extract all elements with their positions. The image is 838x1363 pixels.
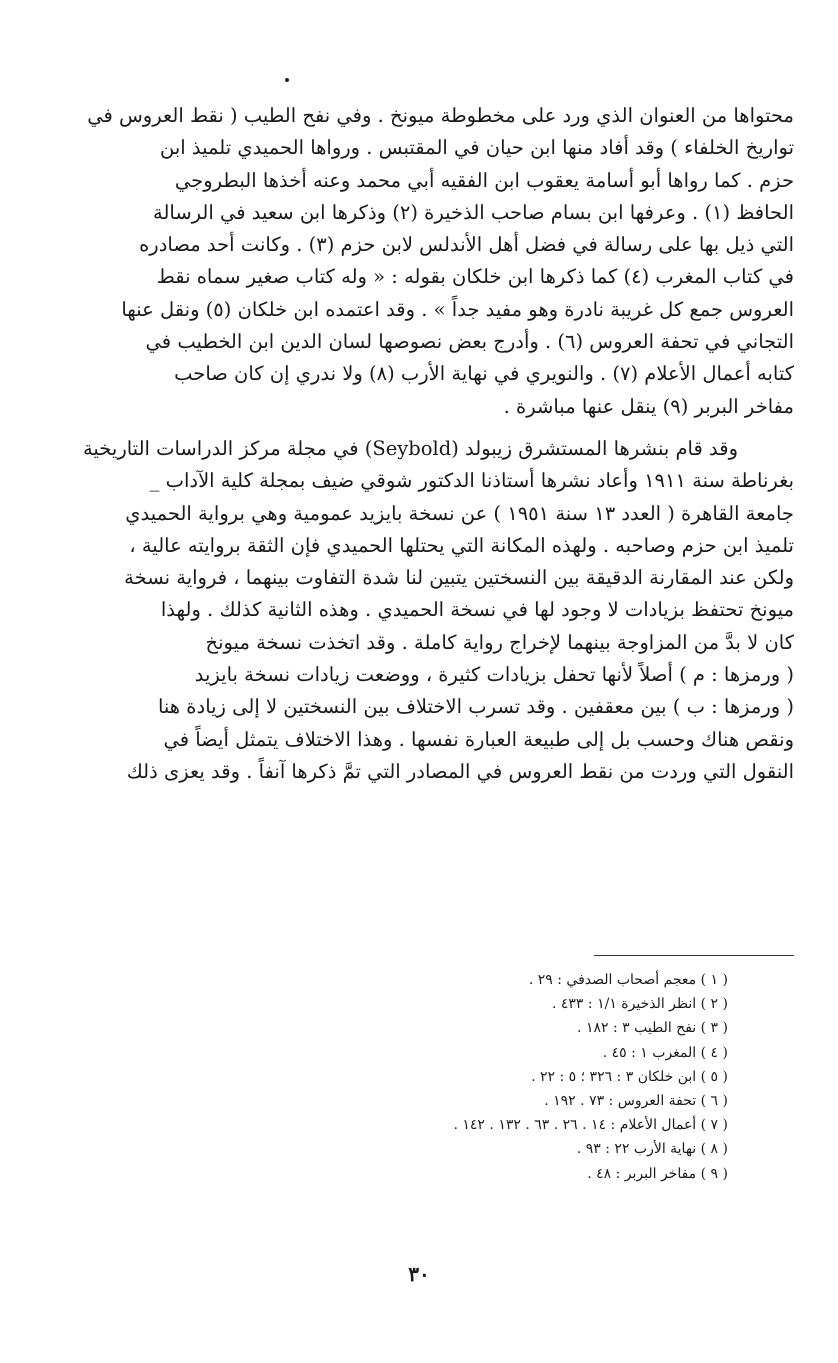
text-line: كتابه أعمال الأعلام (٧) . والنويري في نهاية الأرب (٨) ولا ندري إن كان صاحب: [174, 362, 794, 386]
text-line: التجاني في تحفة العروس (٦) . وأدرج بعض نصوصها لسان الدين ابن الخطيب في: [145, 330, 794, 354]
text-line: في كتاب المغرب (٤) كما ذكرها ابن خلكان بقوله : « وله كتاب صغير سماه نقط: [156, 265, 794, 289]
text-line: ( ورمزها : ب ) بين معقفين . وقد تسرب الاختلاف بين النسختين لا إلى زيادة هنا: [157, 695, 794, 719]
footnote-divider: [594, 955, 794, 956]
text-line: كان لا بدَّ من المزاوجة بينهما لإخراج رواية كاملة . وقد اتخذت نسخة ميونخ: [205, 630, 794, 654]
ink-speck: [285, 78, 289, 82]
text-line: وقد قام بنشرها المستشرق زيبولد (Seybold) في مجلة مركز الدراسات التاريخية: [82, 436, 738, 460]
text-line: ( ورمزها : م ) أصلاً لأنها تحفل بزيادات كثيرة ، ووضعت زيادات نسخة بايزيد: [194, 663, 794, 687]
footnote-6: ( ٦ ) تحفة العروس : ٧٣ . ١٩٢ .: [544, 1093, 728, 1110]
text-line: العروس جمع كل غريبة نادرة وهو مفيد جداً » . وقد اعتمده ابن خلكان (٥) ونقل عنها: [121, 297, 794, 321]
footnote-5: ( ٥ ) ابن خلكان ٣ : ٣٢٦ ؛ ٥ : ٢٢ .: [531, 1068, 728, 1085]
footnote-1: ( ١ ) معجم أصحاب الصدفي : ٢٩ .: [528, 972, 728, 988]
text-line: ميونخ تحتفظ بزيادات لا وجود لها في نسخة الحميدي . وهذه الثانية كذلك . ولهذا: [160, 598, 794, 622]
paragraph-2: [44, 433, 794, 788]
paragraph-gap: [44, 423, 794, 433]
footnote-3: ( ٣ ) نفح الطيب ٣ : ١٨٢ .: [577, 1020, 728, 1037]
text-line: ونقص هناك وحسب بل إلى طبيعة العبارة نفسها . وهذا الاختلاف يتمثل أيضاً في: [163, 727, 794, 751]
footnote-4: ( ٤ ) المغرب ١ : ٤٥ .: [602, 1044, 728, 1061]
text-line: النقول التي وردت من نقط العروس في المصادر التي تمَّ ذكرها آنفاً . وقد يعزى ذلك: [126, 759, 794, 783]
text-line: الحافظ (١) . وعرفها ابن بسام صاحب الذخيرة (٢) وذكرها ابن سعيد في الرسالة: [152, 200, 794, 224]
footnote-9: ( ٩ ) مفاخر البربر : ٤٨ .: [587, 1165, 728, 1182]
text-line: محتواها من العنوان الذي ورد على مخطوطة ميونخ . وفي نفح الطيب ( نقط العروس في: [87, 104, 794, 127]
text-line: التي ذيل بها على رسالة في فضل أهل الأندلس لابن حزم (٣) . وكانت أحد مصادره: [139, 233, 794, 257]
text-line: مفاخر البربر (٩) ينقل عنها مباشرة .: [503, 394, 794, 418]
text-line: جامعة القاهرة ( العدد ١٣ سنة ١٩٥١ ) عن نسخة بايزيد عمومية وهي برواية الحميدي: [125, 501, 794, 525]
footnotes: [44, 968, 794, 1186]
paragraph-1: [44, 100, 794, 423]
body-text: [44, 100, 794, 788]
footnote-2: ( ٢ ) انظر الذخيرة ١/١ : ٤٣٣ .: [551, 996, 728, 1013]
text-line: ولكن عند المقارنة الدقيقة بين النسختين يتبين لنا شدة التفاوت بينهما ، فرواية نسخة: [124, 566, 794, 590]
footnote-8: ( ٨ ) نهاية الأرب ٢٢ : ٩٣ .: [576, 1141, 728, 1158]
text-line: حزم . كما رواها أبو أسامة يعقوب ابن الفقيه أبي محمد وعنه أخذها البطروجي: [174, 168, 794, 192]
text-line: تلميذ ابن حزم وصاحبه . ولهذه المكانة التي يحتلها الحميدي فإن الثقة بروايته عالية ،: [129, 533, 794, 557]
text-line: تواريخ الخلفاء ) وقد أفاد منها ابن حيان في المقتبس . ورواها الحميدي تلميذ ابن: [160, 136, 794, 160]
footnote-7: ( ٧ ) أعمال الأعلام : ١٤ . ٢٦ . ٦٣ . ١٣٢ . ١٤٢ .: [453, 1117, 728, 1134]
page-number: ٣٠: [408, 1262, 430, 1286]
text-line: بغرناطة سنة ١٩١١ وأعاد نشرها أستاذنا الدكتور شوقي ضيف بمجلة كلية الآداب _: [149, 469, 794, 493]
